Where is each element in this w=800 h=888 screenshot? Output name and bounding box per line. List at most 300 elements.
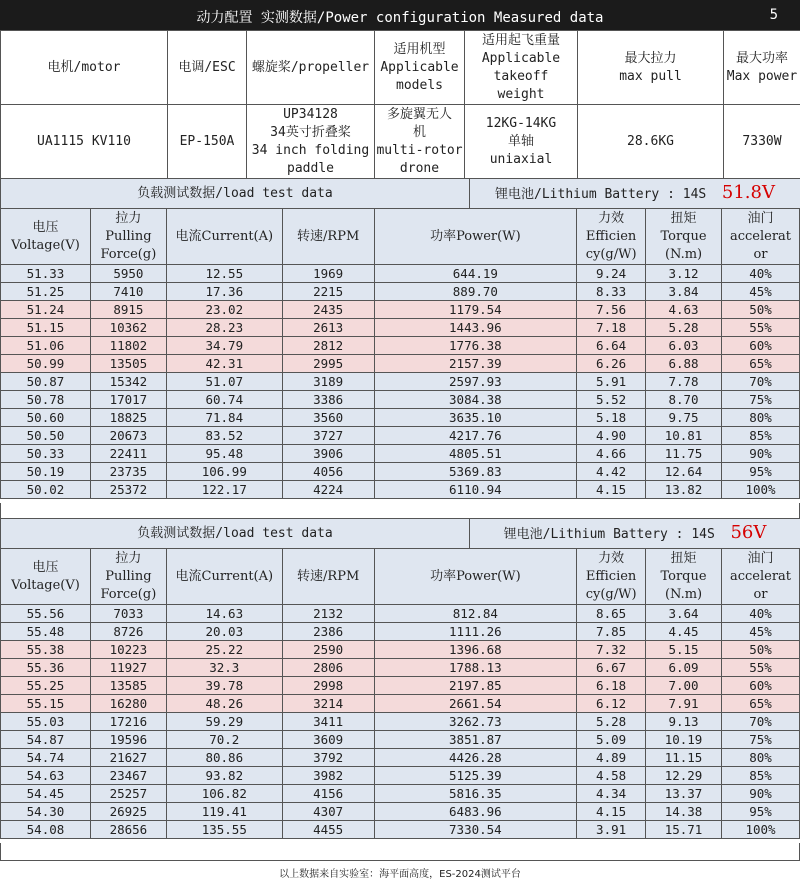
cell-power: 5816.35: [374, 785, 577, 803]
section-2-load-label: 负载测试数据/load test data: [1, 519, 470, 549]
section-1-battery-label: 锂电池/Lithium Battery : 14S: [495, 187, 706, 202]
cell-torque: 9.13: [646, 713, 722, 731]
cell-line: paddle: [287, 161, 334, 176]
cell-torque: 3.12: [646, 265, 722, 283]
cell-power: 889.70: [374, 283, 577, 301]
column-throttle: [721, 549, 799, 605]
section-2-voltage: 56V: [730, 522, 766, 543]
cell-throttle: 80%: [721, 409, 799, 427]
cell-throttle: 50%: [721, 641, 799, 659]
cell-efficiency: 4.15: [577, 481, 646, 499]
cell-torque: 5.28: [646, 319, 722, 337]
table-row: [1, 821, 800, 839]
cell-throttle: 95%: [721, 463, 799, 481]
cell-line: or: [753, 247, 767, 262]
cell-line: 机: [413, 125, 426, 140]
cell-voltage: 50.33: [1, 445, 91, 463]
cell-line: Torque: [660, 569, 706, 584]
cell-efficiency: 6.64: [577, 337, 646, 355]
cell-current: 106.99: [166, 463, 282, 481]
cell-torque: 7.78: [646, 373, 722, 391]
cell-line: 多旋翼无人: [387, 107, 452, 122]
cell-line: (N.m): [665, 587, 702, 602]
cell-rpm: 2132: [282, 605, 374, 623]
cell-current: 119.41: [166, 803, 282, 821]
cell-pull: 17216: [90, 713, 166, 731]
cell-rpm: 3386: [282, 391, 374, 409]
cell-power: 1443.96: [374, 319, 577, 337]
cell-line: takeoff: [494, 69, 549, 84]
cell-throttle: 70%: [721, 713, 799, 731]
cell-line: 12KG-14KG: [486, 116, 556, 131]
cell-current: 51.07: [166, 373, 282, 391]
cell-efficiency: 4.15: [577, 803, 646, 821]
cell-torque: 4.63: [646, 301, 722, 319]
cell-pull: 15342: [90, 373, 166, 391]
cell-pull: 13585: [90, 677, 166, 695]
cell-voltage: 54.08: [1, 821, 91, 839]
cell-throttle: 45%: [721, 283, 799, 301]
table-row: [1, 659, 800, 677]
cell-pull: 21627: [90, 749, 166, 767]
column-voltage: [1, 209, 91, 265]
config-header-row: [1, 31, 800, 105]
table-row: [1, 391, 800, 409]
cell-line: (N.m): [665, 247, 702, 262]
section-2-data-table: [0, 548, 800, 839]
cell-voltage: 55.48: [1, 623, 91, 641]
cell-line: Voltage(V): [11, 578, 80, 593]
cell-line: 34英寸折叠桨: [270, 125, 351, 140]
column-power: [374, 549, 577, 605]
cell-current: 70.2: [166, 731, 282, 749]
cell-voltage: 55.25: [1, 677, 91, 695]
cell-throttle: 70%: [721, 373, 799, 391]
header-max-power: [724, 31, 800, 105]
column-current: [166, 209, 282, 265]
cell-line: 力效: [598, 551, 624, 566]
cell-power: 3084.38: [374, 391, 577, 409]
cell-rpm: 4156: [282, 785, 374, 803]
cell-efficiency: 4.89: [577, 749, 646, 767]
table-row: [1, 605, 800, 623]
cell-throttle: 65%: [721, 695, 799, 713]
cell-current: 12.55: [166, 265, 282, 283]
cell-voltage: 51.24: [1, 301, 91, 319]
cell-throttle: 75%: [721, 391, 799, 409]
cell-power: 2661.54: [374, 695, 577, 713]
table-row: [1, 373, 800, 391]
cell-current: 32.3: [166, 659, 282, 677]
cell-voltage: 50.87: [1, 373, 91, 391]
cell-line: Force(g): [100, 587, 156, 602]
cell-power: 644.19: [374, 265, 577, 283]
cell-torque: 7.91: [646, 695, 722, 713]
cell-power: 1788.13: [374, 659, 577, 677]
column-pull: [90, 549, 166, 605]
value-max-pull: [578, 105, 724, 179]
cell-power: 5369.83: [374, 463, 577, 481]
cell-line: Applicable: [380, 60, 458, 75]
cell-line: 适用机型: [393, 42, 445, 57]
table-row: [1, 265, 800, 283]
table-row: [1, 463, 800, 481]
table-row: [1, 785, 800, 803]
cell-efficiency: 8.33: [577, 283, 646, 301]
section-1-header: [0, 178, 800, 209]
cell-voltage: 50.02: [1, 481, 91, 499]
cell-efficiency: 3.91: [577, 821, 646, 839]
cell-line: 7330W: [742, 134, 781, 149]
cell-current: 39.78: [166, 677, 282, 695]
cell-efficiency: 6.18: [577, 677, 646, 695]
cell-line: cy(g/W): [586, 587, 637, 602]
cell-power: 4217.76: [374, 427, 577, 445]
cell-line: Max power: [727, 69, 797, 84]
cell-efficiency: 5.09: [577, 731, 646, 749]
table-row: [1, 481, 800, 499]
cell-line: or: [753, 587, 767, 602]
cell-rpm: 2386: [282, 623, 374, 641]
cell-throttle: 75%: [721, 731, 799, 749]
value-takeoff-weight: [465, 105, 578, 179]
cell-rpm: 4307: [282, 803, 374, 821]
cell-current: 60.74: [166, 391, 282, 409]
cell-efficiency: 4.90: [577, 427, 646, 445]
cell-throttle: 95%: [721, 803, 799, 821]
cell-line: 螺旋桨/propeller: [252, 60, 369, 75]
header-propeller: [247, 31, 375, 105]
cell-line: 电压: [32, 220, 58, 235]
value-max-power: [724, 105, 800, 179]
table-row: [1, 731, 800, 749]
cell-rpm: 3189: [282, 373, 374, 391]
cell-rpm: 2613: [282, 319, 374, 337]
cell-line: 转速/RPM: [297, 229, 359, 244]
cell-efficiency: 5.28: [577, 713, 646, 731]
cell-voltage: 50.60: [1, 409, 91, 427]
table-row: [1, 301, 800, 319]
cell-rpm: 3982: [282, 767, 374, 785]
cell-throttle: 60%: [721, 337, 799, 355]
cell-rpm: 2806: [282, 659, 374, 677]
table-row: [1, 355, 800, 373]
cell-line: 34 inch folding: [252, 143, 369, 158]
section-2-battery-label: 锂电池/Lithium Battery : 14S: [504, 527, 715, 542]
cell-voltage: 55.38: [1, 641, 91, 659]
cell-voltage: 50.50: [1, 427, 91, 445]
cell-efficiency: 7.85: [577, 623, 646, 641]
cell-voltage: 55.56: [1, 605, 91, 623]
cell-voltage: 55.36: [1, 659, 91, 677]
cell-torque: 4.45: [646, 623, 722, 641]
cell-efficiency: 5.18: [577, 409, 646, 427]
cell-current: 25.22: [166, 641, 282, 659]
cell-pull: 11927: [90, 659, 166, 677]
cell-line: 电机/motor: [48, 60, 121, 75]
cell-torque: 3.64: [646, 605, 722, 623]
cell-power: 4426.28: [374, 749, 577, 767]
cell-voltage: 54.74: [1, 749, 91, 767]
cell-line: UA1115 KV110: [37, 134, 131, 149]
table-row: [1, 623, 800, 641]
cell-line: accelerat: [730, 569, 791, 584]
cell-line: 28.6KG: [627, 134, 674, 149]
cell-voltage: 54.87: [1, 731, 91, 749]
cell-throttle: 55%: [721, 659, 799, 677]
cell-line: 扭矩: [671, 211, 697, 226]
column-power: [374, 209, 577, 265]
cell-efficiency: 8.65: [577, 605, 646, 623]
cell-torque: 12.64: [646, 463, 722, 481]
section-1-battery: [470, 179, 800, 209]
cell-voltage: 54.63: [1, 767, 91, 785]
cell-line: max pull: [619, 69, 682, 84]
cell-current: 59.29: [166, 713, 282, 731]
column-throttle: [721, 209, 799, 265]
cell-line: 最大拉力: [624, 51, 676, 66]
cell-line: 电流Current(A): [176, 569, 274, 584]
cell-efficiency: 6.26: [577, 355, 646, 373]
cell-power: 3262.73: [374, 713, 577, 731]
cell-voltage: 51.25: [1, 283, 91, 301]
cell-rpm: 2998: [282, 677, 374, 695]
cell-torque: 11.75: [646, 445, 722, 463]
cell-efficiency: 7.32: [577, 641, 646, 659]
cell-pull: 25257: [90, 785, 166, 803]
cell-current: 135.55: [166, 821, 282, 839]
value-motor: [1, 105, 168, 179]
cell-voltage: 50.78: [1, 391, 91, 409]
cell-line: accelerat: [730, 229, 791, 244]
cell-line: 功率Power(W): [430, 229, 521, 244]
section-1-voltage: 51.8V: [722, 182, 775, 203]
column-torque: [646, 549, 722, 605]
cell-current: 14.63: [166, 605, 282, 623]
cell-efficiency: 4.42: [577, 463, 646, 481]
cell-current: 20.03: [166, 623, 282, 641]
cell-power: 1179.54: [374, 301, 577, 319]
cell-voltage: 54.30: [1, 803, 91, 821]
cell-power: 1111.26: [374, 623, 577, 641]
cell-power: 5125.39: [374, 767, 577, 785]
cell-voltage: 55.15: [1, 695, 91, 713]
cell-line: 拉力: [115, 211, 141, 226]
cell-torque: 7.00: [646, 677, 722, 695]
cell-pull: 28656: [90, 821, 166, 839]
header-motor: [1, 31, 168, 105]
cell-voltage: 55.03: [1, 713, 91, 731]
table-row: [1, 445, 800, 463]
column-efficiency: [577, 549, 646, 605]
section-2-battery: [470, 519, 800, 549]
cell-line: 转速/RPM: [297, 569, 359, 584]
cell-rpm: 2812: [282, 337, 374, 355]
cell-line: Efficien: [586, 229, 636, 244]
cell-power: 2597.93: [374, 373, 577, 391]
cell-rpm: 4455: [282, 821, 374, 839]
cell-current: 17.36: [166, 283, 282, 301]
cell-line: models: [396, 78, 443, 93]
cell-rpm: 4056: [282, 463, 374, 481]
cell-line: drone: [400, 161, 439, 176]
column-pull: [90, 209, 166, 265]
cell-throttle: 85%: [721, 767, 799, 785]
section-1-column-headers: [1, 209, 800, 265]
cell-current: 34.79: [166, 337, 282, 355]
cell-voltage: 54.45: [1, 785, 91, 803]
cell-torque: 12.29: [646, 767, 722, 785]
section-2-header: [0, 518, 800, 549]
cell-efficiency: 7.56: [577, 301, 646, 319]
header-takeoff-weight: [465, 31, 578, 105]
cell-pull: 10223: [90, 641, 166, 659]
cell-torque: 10.81: [646, 427, 722, 445]
section-1-data-table: [0, 208, 800, 499]
cell-line: Pulling: [105, 569, 151, 584]
column-rpm: [282, 549, 374, 605]
cell-power: 7330.54: [374, 821, 577, 839]
column-voltage: [1, 549, 91, 605]
cell-throttle: 100%: [721, 481, 799, 499]
cell-power: 6483.96: [374, 803, 577, 821]
cell-throttle: 65%: [721, 355, 799, 373]
cell-efficiency: 4.66: [577, 445, 646, 463]
cell-line: 电调/ESC: [178, 60, 235, 75]
cell-line: 力效: [598, 211, 624, 226]
value-propeller: [247, 105, 375, 179]
cell-current: 42.31: [166, 355, 282, 373]
cell-torque: 8.70: [646, 391, 722, 409]
cell-throttle: 50%: [721, 301, 799, 319]
cell-efficiency: 5.52: [577, 391, 646, 409]
table-row: [1, 713, 800, 731]
cell-current: 80.86: [166, 749, 282, 767]
cell-pull: 19596: [90, 731, 166, 749]
cell-efficiency: 5.91: [577, 373, 646, 391]
cell-power: 1396.68: [374, 641, 577, 659]
column-torque: [646, 209, 722, 265]
cell-current: 106.82: [166, 785, 282, 803]
document-title: 动力配置 实测数据/Power configuration Measured data: [0, 7, 800, 27]
section-1-load-label: 负载测试数据/load test data: [1, 179, 470, 209]
page-number: 5: [770, 7, 778, 23]
cell-rpm: 3609: [282, 731, 374, 749]
cell-throttle: 100%: [721, 821, 799, 839]
cell-pull: 5950: [90, 265, 166, 283]
cell-power: 4805.51: [374, 445, 577, 463]
cell-line: 电压: [32, 560, 58, 575]
table-row: [1, 283, 800, 301]
cell-rpm: 3411: [282, 713, 374, 731]
cell-throttle: 40%: [721, 265, 799, 283]
cell-pull: 16280: [90, 695, 166, 713]
cell-efficiency: 9.24: [577, 265, 646, 283]
header-esc: [168, 31, 247, 105]
value-applicable-models: [375, 105, 465, 179]
cell-rpm: 4224: [282, 481, 374, 499]
cell-power: 1776.38: [374, 337, 577, 355]
cell-efficiency: 4.34: [577, 785, 646, 803]
header-applicable-models: [375, 31, 465, 105]
cell-torque: 9.75: [646, 409, 722, 427]
cell-pull: 23467: [90, 767, 166, 785]
cell-power: 3635.10: [374, 409, 577, 427]
cell-torque: 14.38: [646, 803, 722, 821]
cell-power: 2197.85: [374, 677, 577, 695]
footer-note: 以上数据来自实验室：海平面高度，ES-2024测试平台: [0, 860, 800, 888]
cell-power: 6110.94: [374, 481, 577, 499]
cell-torque: 15.71: [646, 821, 722, 839]
cell-line: Force(g): [100, 247, 156, 262]
cell-line: 油门: [747, 551, 773, 566]
cell-pull: 17017: [90, 391, 166, 409]
cell-throttle: 80%: [721, 749, 799, 767]
cell-throttle: 45%: [721, 623, 799, 641]
section-gap: [0, 503, 800, 518]
cell-rpm: 3906: [282, 445, 374, 463]
cell-line: multi-rotor: [376, 143, 462, 158]
cell-torque: 5.15: [646, 641, 722, 659]
cell-power: 812.84: [374, 605, 577, 623]
cell-throttle: 90%: [721, 445, 799, 463]
cell-rpm: 2995: [282, 355, 374, 373]
cell-torque: 13.82: [646, 481, 722, 499]
cell-throttle: 60%: [721, 677, 799, 695]
column-current: [166, 549, 282, 605]
cell-throttle: 40%: [721, 605, 799, 623]
cell-torque: 6.09: [646, 659, 722, 677]
cell-voltage: 50.19: [1, 463, 91, 481]
cell-pull: 25372: [90, 481, 166, 499]
cell-line: EP-150A: [180, 134, 235, 149]
cell-pull: 20673: [90, 427, 166, 445]
cell-pull: 22411: [90, 445, 166, 463]
cell-efficiency: 6.12: [577, 695, 646, 713]
cell-torque: 3.84: [646, 283, 722, 301]
cell-pull: 8726: [90, 623, 166, 641]
cell-line: Torque: [660, 229, 706, 244]
cell-throttle: 85%: [721, 427, 799, 445]
table-row: [1, 319, 800, 337]
table-row: [1, 767, 800, 785]
cell-throttle: 55%: [721, 319, 799, 337]
cell-pull: 18825: [90, 409, 166, 427]
cell-line: 拉力: [115, 551, 141, 566]
cell-line: 适用起飞重量: [482, 33, 560, 48]
table-row: [1, 803, 800, 821]
cell-pull: 7033: [90, 605, 166, 623]
cell-torque: 10.19: [646, 731, 722, 749]
cell-current: 122.17: [166, 481, 282, 499]
table-row: [1, 427, 800, 445]
cell-line: weight: [498, 87, 545, 102]
cell-pull: 13505: [90, 355, 166, 373]
cell-rpm: 2435: [282, 301, 374, 319]
cell-line: 单轴: [508, 134, 534, 149]
column-efficiency: [577, 209, 646, 265]
cell-torque: 6.03: [646, 337, 722, 355]
cell-current: 23.02: [166, 301, 282, 319]
table-row: [1, 337, 800, 355]
cell-power: 3851.87: [374, 731, 577, 749]
title-bar: [0, 0, 800, 30]
cell-torque: 13.37: [646, 785, 722, 803]
cell-voltage: 51.15: [1, 319, 91, 337]
cell-line: UP34128: [283, 107, 338, 122]
cell-line: cy(g/W): [586, 247, 637, 262]
cell-pull: 7410: [90, 283, 166, 301]
